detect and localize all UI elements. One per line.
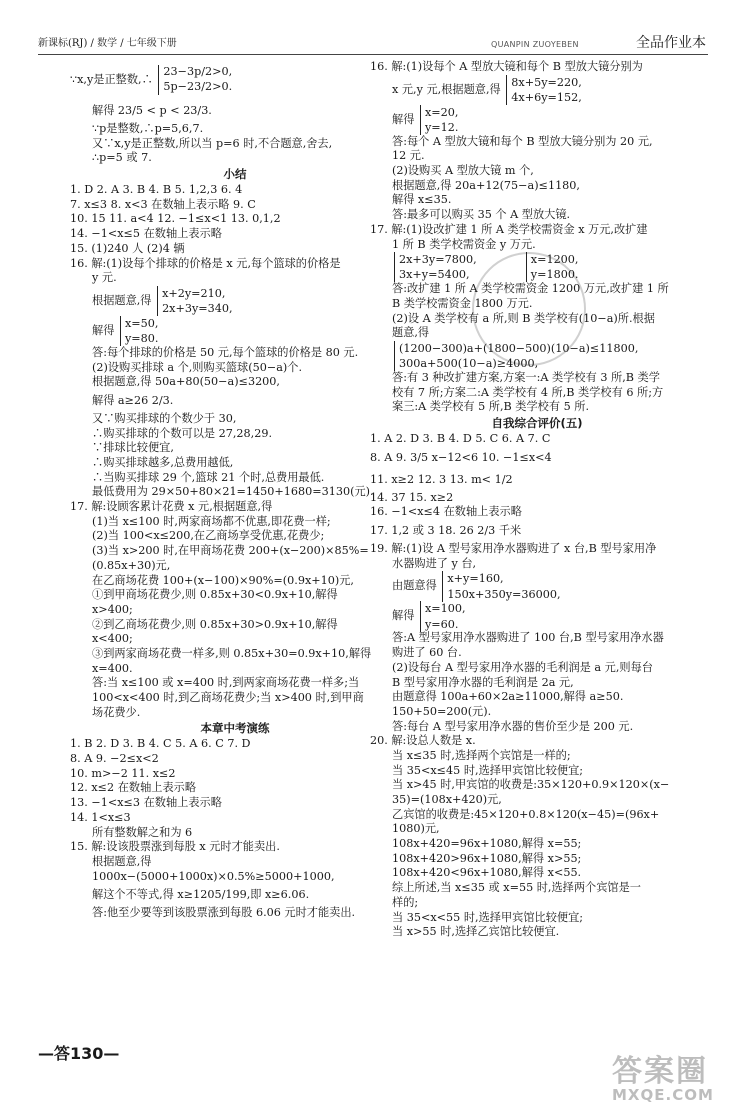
- system-row: y=80.: [124, 331, 159, 345]
- system-row: x=20,: [424, 105, 459, 119]
- text-span: 解得: [392, 112, 415, 126]
- text-line: [70, 60, 400, 100]
- answer-line: [370, 341, 704, 371]
- answer-line: 35)=(108x+420)元,: [392, 793, 502, 806]
- system-row: 23−3p/2>0,: [163, 65, 233, 79]
- answer-line: 最低费用为 29×50+80×21=1450+1680=3130(元).: [92, 485, 374, 499]
- answer-line: 答:每个排球的价格是 50 元,每个篮球的价格是 80 元.: [92, 345, 359, 359]
- answer-line: B 型号家用净水器的毛利润是 2a 元,: [392, 675, 574, 689]
- answer-line: ②到乙商场花费少,则 0.85x+30>0.9x+10,解得: [92, 617, 338, 631]
- answer-line: (2)当 100<x≤200,在乙商场享受优惠,花费少;: [92, 529, 325, 543]
- system-row: 2x+3y=340,: [162, 301, 233, 315]
- answer-line: 16. 解:(1)设每个 A 型放大镜和每个 B 型放大镜分别为: [370, 60, 643, 73]
- answer-line: (0.85x+30)元,: [92, 558, 171, 572]
- header-pinyin: QUANPIN ZUOYEBEN: [491, 40, 579, 49]
- answer-line: ∴购买排球的个数可以是 27,28,29.: [92, 426, 272, 440]
- answer-line: 108x+420<96x+1080,解得 x<55.: [392, 866, 582, 880]
- answer-line: (2)设 A 类学校有 a 所,则 B 类学校有(10−a)所.根据: [392, 311, 655, 325]
- inequality-system: [394, 341, 638, 371]
- answer-line: 12 元.: [392, 149, 425, 163]
- system-row: 150x+350y=36000,: [447, 587, 561, 601]
- answer-line: ∵排球比较便宜,: [92, 441, 174, 455]
- system-row: x=50,: [124, 316, 159, 330]
- answer-line: 答:当 x≤100 或 x=400 时,到两家商场花费一样多;当: [92, 676, 360, 690]
- answer-line: 题意,得: [392, 326, 430, 340]
- answer-line: 综上所述,当 x≤35 或 x=55 时,选择两个宾馆是一: [392, 881, 641, 895]
- answer-line: 17. 解:(1)设改扩建 1 所 A 类学校需资金 x 万元,改扩建: [370, 222, 648, 236]
- answer-line: 答:每台 A 型号家用净水器的售价至少是 200 元.: [392, 719, 634, 733]
- system-row: x+2y=210,: [162, 286, 226, 300]
- equation-system: [157, 286, 233, 316]
- system-row: 4x+6y=152,: [511, 90, 582, 104]
- system-row: y=12.: [424, 120, 459, 134]
- answer-line: x<400;: [92, 632, 133, 646]
- answer-line: 乙宾馆的收费是:45×120+0.8×120(x−45)=(96x+: [392, 807, 660, 821]
- answer-line: 当 x≤35 时,选择两个宾馆是一样的;: [392, 748, 571, 762]
- answer-line: (3)当 x>200 时,在甲商场花费 200+(x−200)×85%=: [92, 544, 369, 558]
- answer-line: 样的;: [392, 895, 419, 909]
- answer-line: 答:有 3 种改扩建方案,方案一:A 类学校有 3 所,B 类学: [392, 370, 660, 384]
- right-column: [370, 60, 704, 940]
- answer-line: ①到甲商场花费少,则 0.85x+30<0.9x+10,解得: [92, 588, 338, 602]
- answer-line: 15. (1)240 人 (2)4 辆: [70, 241, 185, 255]
- system-row: x=100,: [424, 602, 466, 616]
- answer-line: 场花费少.: [92, 705, 141, 719]
- text-line: ∵p是整数,∴p=5,6,7.: [92, 122, 204, 135]
- answer-line: 14. 37 15. x≥2: [370, 490, 454, 504]
- answer-line: 当 x>55 时,选择乙宾馆比较便宜.: [392, 925, 560, 939]
- answer-line: 答:最多可以购买 35 个 A 型放大镜.: [392, 208, 571, 222]
- answer-line: [370, 75, 704, 105]
- text-span: ∵x,y是正整数,∴: [70, 73, 153, 86]
- answer-line: 答:他至少要等到该股票涨到每股 6.06 元时才能卖出.: [92, 906, 356, 920]
- answer-line: 19. 解:(1)设 A 型号家用净水器购进了 x 台,B 型号家用净: [370, 542, 657, 556]
- answer-line: 根据题意,得: [92, 854, 152, 868]
- answer-line: 解这个不等式,得 x≥1205/199,即 x≥6.06.: [92, 888, 310, 902]
- section-heading: 小结: [223, 167, 247, 182]
- section-heading: 自我综合评价(五): [491, 416, 583, 430]
- answer-line: 17. 解:设顾客累计花费 x 元,根据题意,得: [70, 500, 273, 514]
- answer-line: 解得 x≤35.: [392, 193, 452, 207]
- answer-line: 案三:A 类学校有 5 所,B 类学校有 5 所.: [392, 400, 590, 414]
- system-row: 300a+500(10−a)≥4000,: [399, 357, 539, 371]
- text-span: 由题意得: [392, 579, 437, 593]
- answer-line: 答:改扩建 1 所 A 类学校需资金 1200 万元,改扩建 1 所: [392, 282, 669, 296]
- text-line: 又∵x,y是正整数,所以当 p=6 时,不合题意,舍去,: [92, 136, 333, 150]
- answer-line: (2)设购买 A 型放大镜 m 个,: [392, 164, 534, 178]
- system-row: x=1200,: [530, 253, 579, 267]
- answer-line: [370, 601, 704, 631]
- answer-line: 答:A 型号家用净水器购进了 100 台,B 型号家用净水器: [392, 631, 664, 645]
- answer-line: 1000x−(5000+1000x)×0.5%≥5000+1000,: [92, 869, 335, 883]
- answer-line: [70, 286, 400, 316]
- system-row: x+y=160,: [447, 572, 504, 586]
- answer-line: ③到两家商场花费一样多,则 0.85x+30=0.9x+10,解得: [92, 646, 372, 660]
- answer-line: 在乙商场花费 100+(x−100)×90%=(0.9x+10)元,: [92, 573, 354, 587]
- answer-line: 答:每个 A 型放大镜和每个 B 型放大镜分别为 20 元,: [392, 134, 653, 148]
- answer-line: 16. 解:(1)设每个排球的价格是 x 元,每个篮球的价格是: [70, 256, 341, 270]
- answer-line: 14. 1<x≤3: [70, 810, 131, 824]
- answer-line: 14. −1<x≤5 在数轴上表示略: [70, 227, 222, 241]
- text-span: 根据题意,得: [92, 293, 152, 307]
- answer-line: 解得 a≥26 2/3.: [92, 393, 174, 407]
- answer-line: 108x+420=96x+1080,解得 x=55;: [392, 837, 582, 851]
- answer-line: 20. 解:设总人数是 x.: [370, 734, 476, 748]
- system-row: y=60.: [424, 617, 459, 631]
- solution-system: [526, 252, 579, 282]
- answer-line: 1. A 2. D 3. B 4. D 5. C 6. A 7. C: [370, 432, 551, 445]
- header-series: 新课标(RJ) / 数学 / 七年级下册: [38, 38, 177, 49]
- text-span: 解得: [92, 323, 115, 337]
- answer-line: 校有 7 所;方案二:A 类学校有 4 所,B 类学校有 6 所;方: [392, 385, 664, 399]
- header-book-title: 全品作业本: [636, 35, 706, 51]
- answer-line: [370, 252, 704, 282]
- answer-line: [370, 105, 704, 135]
- answer-line: x>400;: [92, 602, 133, 616]
- answer-line: y 元.: [92, 271, 117, 285]
- answer-line: 当 35<x≤45 时,选择甲宾馆比较便宜;: [392, 763, 584, 777]
- answer-line: (2)设购买排球 a 个,则购买篮球(50−a)个.: [92, 360, 303, 374]
- answer-line: 10. 15 11. a<4 12. −1≤x<1 13. 0,1,2: [70, 212, 281, 226]
- answer-line: 1. D 2. A 3. B 4. B 5. 1,2,3 6. 4: [70, 183, 243, 197]
- answer-line: 由题意得 100a+60×2a≥11000,解得 a≥50.: [392, 690, 624, 704]
- answer-line: 108x+420>96x+1080,解得 x>55;: [392, 851, 582, 865]
- watermark-url: MXQE.COM: [612, 1085, 714, 1104]
- text-span: x 元,y 元,根据题意,得: [392, 82, 501, 96]
- text-line: ∴p=5 或 7.: [92, 151, 152, 165]
- section-heading: 本章中考演练: [200, 721, 270, 736]
- answer-line: 当 x>45 时,甲宾馆的收费是:35×120+0.9×120×(x−: [392, 778, 670, 792]
- answer-line: 所有整数解之和为 6: [92, 825, 193, 839]
- answer-line: B 类学校需资金 1800 万元.: [392, 296, 533, 310]
- answer-line: ∴购买排球越多,总费用越低,: [92, 456, 234, 469]
- answer-line: 8. A 9. −2≤x<2: [70, 752, 159, 766]
- answer-line: 根据题意,得 50a+80(50−a)≤3200,: [92, 375, 280, 389]
- equation-system: [442, 571, 560, 601]
- answer-line: 水器购进了 y 台,: [392, 556, 477, 570]
- system-row: y=1800.: [530, 268, 579, 282]
- answer-line: 12. x≤2 在数轴上表示略: [70, 781, 197, 795]
- answer-line: ∴当购买排球 29 个,篮球 21 个时,总费用最低.: [92, 470, 325, 484]
- answer-line: (1)当 x≤100 时,两家商场都不优惠,即花费一样;: [92, 514, 331, 528]
- system-row: 2x+3y=7800,: [399, 253, 477, 267]
- answer-line: 10. m>−2 11. x≤2: [70, 766, 176, 780]
- site-watermark: [612, 1052, 742, 1108]
- answer-line: 购进了 60 台.: [392, 646, 462, 660]
- answer-line: 150+50=200(元).: [392, 704, 492, 718]
- answer-line: 15. 解:设该股票涨到每股 x 元时才能卖出.: [70, 840, 280, 854]
- solution-system: [120, 316, 159, 346]
- equation-system: [394, 252, 477, 282]
- answer-line: 100<x<400 时,到乙商场花费少;当 x>400 时,到甲商: [92, 691, 364, 704]
- inequality-system: [158, 65, 232, 94]
- answer-line: 1080)元,: [392, 822, 440, 836]
- answer-line: 当 35<x<55 时,选择甲宾馆比较便宜;: [392, 910, 584, 924]
- solution-system: [420, 105, 459, 135]
- answer-line: 又∵购买排球的个数少于 30,: [92, 411, 237, 425]
- system-row: 3x+y=5400,: [399, 268, 470, 282]
- answer-line: 16. −1<x≤4 在数轴上表示略: [370, 505, 522, 519]
- answer-line: 1. B 2. D 3. B 4. C 5. A 6. C 7. D: [70, 737, 251, 751]
- answer-line: 根据题意,得 20a+12(75−a)≤1180,: [392, 178, 580, 192]
- system-row: (1200−300)a+(1800−500)(10−a)≤11800,: [399, 341, 639, 355]
- answer-line: [370, 571, 704, 601]
- page-number: —答130—: [38, 1044, 120, 1063]
- answer-line: [70, 316, 400, 346]
- text-line: 解得 23/5 < p < 23/3.: [92, 104, 212, 117]
- watermark-logo: 答案圈: [612, 1054, 708, 1089]
- answer-line: 13. −1<x≤3 在数轴上表示略: [70, 796, 222, 810]
- text-span: 解得: [392, 609, 415, 623]
- equation-system: [506, 75, 582, 105]
- answer-line: 8. A 9. 3/5 x−12<6 10. −1≤x<4: [370, 450, 552, 464]
- page-header: [38, 36, 708, 55]
- system-row: 5p−23/2>0.: [163, 80, 233, 93]
- answer-line: (2)设每台 A 型号家用净水器的毛利润是 a 元,则每台: [392, 660, 653, 674]
- answer-line: 17. 1,2 或 3 18. 26 2/3 千米: [370, 524, 522, 538]
- answer-line: 11. x≥2 12. 3 13. m< 1/2: [370, 472, 513, 486]
- answer-line: 1 所 B 类学校需资金 y 万元.: [392, 237, 536, 251]
- answer-line: x=400.: [92, 661, 133, 675]
- system-row: 8x+5y=220,: [511, 75, 582, 89]
- left-column: [70, 60, 400, 921]
- solution-system: [420, 601, 466, 631]
- answer-line: 7. x≤3 8. x<3 在数轴上表示略 9. C: [70, 197, 256, 211]
